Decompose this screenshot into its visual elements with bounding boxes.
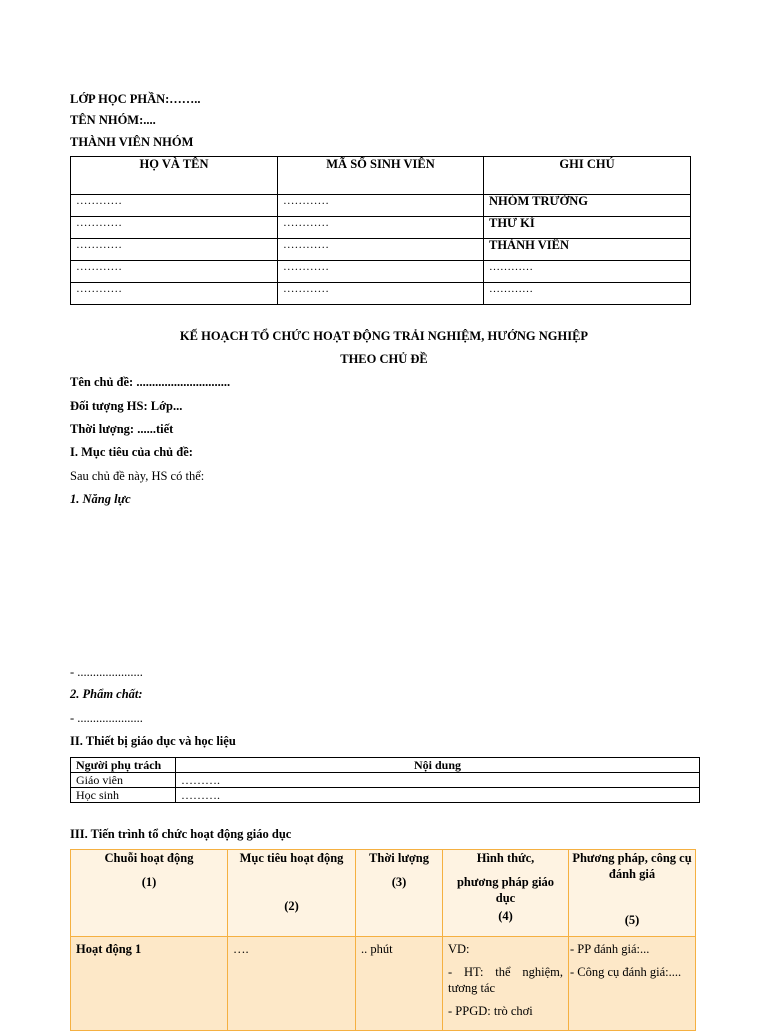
duration-line: Thời lượng: ......tiết [70, 422, 174, 436]
table-row [71, 195, 691, 217]
members-table [70, 156, 691, 305]
col-header-person: Người phụ trách [71, 758, 176, 773]
assessment-cell[interactable] [569, 937, 696, 1031]
member-note-cell[interactable]: THƯ KÍ [484, 217, 691, 239]
member-note-cell[interactable]: THÀNH VIÊN [484, 239, 691, 261]
table-row [71, 773, 700, 788]
section-equipment: II. Thiết bị giáo dục và học liệu [70, 734, 236, 748]
equipment-table [70, 757, 700, 803]
col-header-method [443, 850, 569, 937]
plan-title-line1: KẾ HOẠCH TỔ CHỨC HOẠT ĐỘNG TRẢI NGHIỆM, HƯỚNG NGHIỆP [179, 329, 589, 343]
method-ppgd-text: - PPGD: trò chơi [448, 1004, 533, 1018]
method-cell[interactable] [443, 937, 569, 1031]
member-name-cell[interactable]: ………… [71, 239, 278, 261]
table-row [71, 239, 691, 261]
members-header-row [71, 157, 691, 195]
col-header-activity-chain [71, 850, 228, 937]
member-note-cell[interactable]: ………… [484, 283, 691, 305]
activity-cell: Hoạt động 1 [71, 937, 228, 1031]
col-header-number: (1) [141, 875, 157, 889]
class-line: LỚP HỌC PHẦN:…….. [70, 92, 201, 106]
table-row [71, 788, 700, 803]
member-id-cell[interactable]: ………… [278, 217, 484, 239]
member-note-cell[interactable]: ………… [484, 261, 691, 283]
member-id-cell[interactable]: ………… [278, 283, 484, 305]
col-header-assessment [569, 850, 696, 937]
section-process: III. Tiến trình tổ chức hoạt động giáo dục [70, 827, 292, 841]
col-header-duration [356, 850, 443, 937]
target-line: Đối tượng HS: Lớp... [70, 399, 183, 413]
col-header-number: (3) [391, 875, 407, 889]
member-id-cell[interactable]: ………… [278, 239, 484, 261]
col-header-activity-goal [228, 850, 356, 937]
col-header-label-sub: phương pháp giáo dục [456, 875, 555, 905]
goal-cell[interactable]: …. [228, 937, 356, 1031]
equipment-content-cell[interactable]: ………. [176, 788, 700, 803]
col-header-label: Chuỗi hoạt động [104, 851, 194, 865]
col-header-label: Mục tiêu hoạt động [239, 851, 344, 865]
member-id-cell[interactable]: ………… [278, 195, 484, 217]
col-header-number: (2) [284, 899, 299, 913]
member-id-cell[interactable]: ………… [278, 261, 484, 283]
col-header-label: Thời lượng [369, 851, 429, 865]
quality-item: - ..................... [70, 711, 143, 725]
members-title: THÀNH VIÊN NHÓM [70, 135, 194, 149]
col-header-student-id: MÃ SỐ SINH VIÊN [278, 157, 484, 195]
assessment-method-text: - PP đánh giá:... [570, 942, 650, 956]
col-header-label: Phương pháp, công cụ đánh giá [572, 851, 692, 881]
member-name-cell[interactable]: ………… [71, 195, 278, 217]
col-header-content: Nội dung [176, 758, 700, 773]
assessment-tool-text: - Công cụ đánh giá:.... [570, 965, 682, 979]
equipment-person-cell: Giáo viên [71, 773, 176, 788]
competence-heading: 1. Năng lực [70, 492, 131, 506]
member-name-cell[interactable]: ………… [71, 283, 278, 305]
col-header-number: (4) [498, 909, 513, 923]
equipment-person-cell: Học sinh [71, 788, 176, 803]
process-header-row [71, 850, 696, 937]
method-example-label: VD: [448, 942, 470, 956]
group-name-line: TÊN NHÓM:.... [70, 113, 156, 127]
col-header-label: Hình thức, [476, 851, 535, 865]
objectives-intro: Sau chủ đề này, HS có thể: [70, 469, 205, 483]
table-row [71, 937, 696, 1031]
member-note-cell[interactable]: NHÓM TRƯỞNG [484, 195, 691, 217]
method-form-text: - HT: thể nghiệm, tương tác [448, 965, 563, 995]
table-row [71, 217, 691, 239]
col-header-note: GHI CHÚ [484, 157, 691, 195]
topic-line: Tên chủ đề: .............................. [70, 375, 231, 389]
equipment-header-row [71, 758, 700, 773]
member-name-cell[interactable]: ………… [71, 217, 278, 239]
competence-item: - ..................... [70, 665, 143, 679]
table-row [71, 261, 691, 283]
col-header-name: HỌ VÀ TÊN [71, 157, 278, 195]
table-row [71, 283, 691, 305]
process-table [70, 849, 696, 1031]
member-name-cell[interactable]: ………… [71, 261, 278, 283]
time-cell[interactable]: .. phút [356, 937, 443, 1031]
equipment-content-cell[interactable]: ………. [176, 773, 700, 788]
plan-title-line2: THEO CHỦ ĐỀ [340, 352, 428, 366]
col-header-number: (5) [624, 913, 640, 927]
quality-heading: 2. Phẩm chất: [70, 687, 143, 701]
section-objectives: I. Mục tiêu của chủ đề: [70, 445, 193, 459]
